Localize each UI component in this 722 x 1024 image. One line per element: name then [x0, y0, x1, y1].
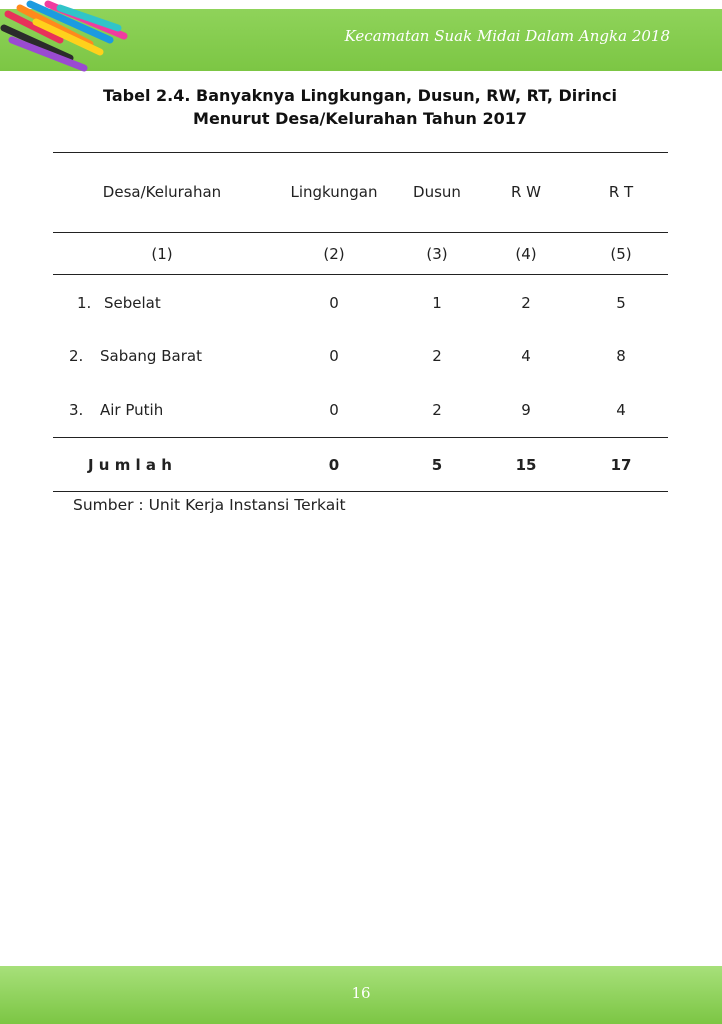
- column-number: (2): [323, 245, 345, 263]
- table-cell: 4: [521, 347, 531, 365]
- column-header-rw: R W: [510, 183, 542, 201]
- running-title: Kecamatan Suak Midai Dalam Angka 2018: [344, 27, 670, 45]
- column-number: (5): [610, 245, 632, 263]
- page-number: 16: [351, 984, 371, 1002]
- column-number: (1): [151, 245, 173, 263]
- row-name: Air Putih: [100, 401, 164, 419]
- table-cell: 8: [616, 347, 626, 365]
- table-cell: 4: [616, 401, 626, 419]
- row-number: 1.: [77, 294, 92, 312]
- total-cell: 5: [431, 456, 443, 474]
- column-header-dusun: Dusun: [413, 183, 461, 201]
- column-header-lingkungan: Lingkungan: [290, 183, 378, 201]
- table-cell: 2: [432, 401, 442, 419]
- total-top-rule: [53, 437, 668, 438]
- table-top-rule: [53, 152, 668, 153]
- total-label: J u m l a h: [88, 456, 172, 474]
- row-name: Sebelat: [104, 294, 161, 312]
- table-cell: 0: [329, 401, 339, 419]
- total-cell: 0: [328, 456, 340, 474]
- colorful-stripes-logo: [0, 0, 140, 72]
- table-title-line-1: Tabel 2.4. Banyaknya Lingkungan, Dusun, RW, RT, Dirinci: [103, 86, 617, 105]
- table-bottom-rule: [53, 491, 668, 492]
- table-cell: 5: [616, 294, 626, 312]
- column-header-desa: Desa/Kelurahan: [102, 183, 222, 201]
- total-cell: 15: [515, 456, 537, 474]
- row-number: 2.: [69, 347, 84, 365]
- table-cell: 2: [432, 347, 442, 365]
- table-cell: 1: [432, 294, 442, 312]
- table-cell: 2: [521, 294, 531, 312]
- column-number: (3): [426, 245, 448, 263]
- source-note: Sumber : Unit Kerja Instansi Terkait: [73, 496, 346, 514]
- total-cell: 17: [610, 456, 632, 474]
- table-title: [40, 84, 680, 130]
- table-cell: 0: [329, 294, 339, 312]
- row-number: 3.: [69, 401, 84, 419]
- header-rule: [53, 232, 668, 233]
- row-name: Sabang Barat: [100, 347, 202, 365]
- table-title-line-2: Menurut Desa/Kelurahan Tahun 2017: [193, 109, 527, 128]
- column-number-rule: [53, 274, 668, 275]
- column-number: (4): [515, 245, 537, 263]
- table-cell: 0: [329, 347, 339, 365]
- column-header-rt: R T: [608, 183, 634, 201]
- table-cell: 9: [521, 401, 531, 419]
